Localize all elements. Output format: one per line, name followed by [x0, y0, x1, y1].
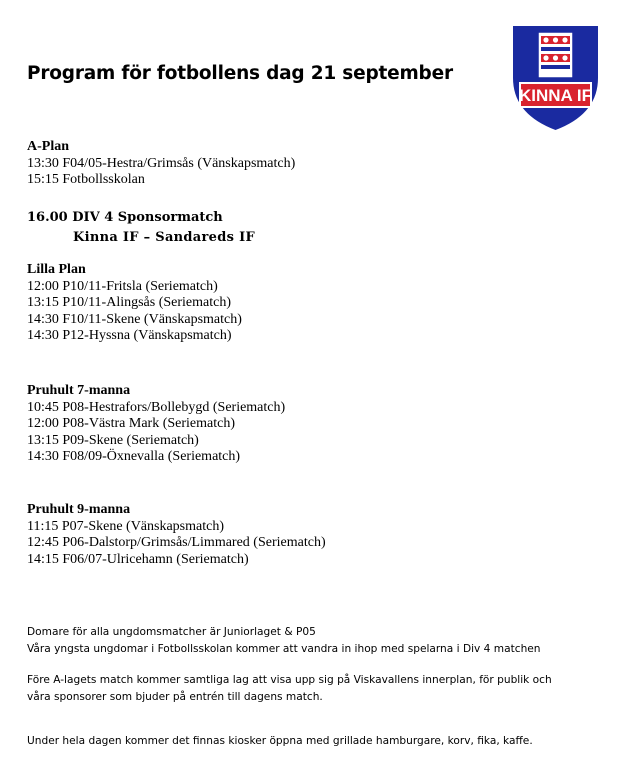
note-line: Domare för alla ungdomsmatcher är Juniorlaget & P05	[27, 626, 316, 638]
section-heading: Lilla Plan	[27, 262, 86, 277]
note-line: våra sponsorer som bjuder på entrén till dagens match.	[27, 690, 323, 703]
schedule-item: 13:15 P09-Skene (Seriematch)	[27, 432, 199, 448]
club-logo	[508, 22, 603, 132]
section-a-plan	[27, 139, 295, 189]
section-heading: A-Plan	[27, 139, 69, 154]
page-title: Program för fotbollens dag 21 september	[27, 63, 453, 84]
schedule-item: 13:30 F04/05-Hestra/Grimsås (Vänskapsmatch)	[27, 155, 296, 171]
schedule-item: 10:45 P08-Hestrafors/Bollebygd (Seriematch)	[27, 399, 286, 415]
schedule-item: 14:15 F06/07-Ulricehamn (Seriematch)	[27, 551, 249, 567]
schedule-item: 11:15 P07-Skene (Vänskapsmatch)	[27, 518, 224, 534]
notes-block-2	[27, 672, 552, 705]
schedule-item: 14:30 P12-Hyssna (Vänskapsmatch)	[27, 328, 232, 343]
main-match-line1: 16.00 DIV 4 Sponsormatch	[27, 210, 223, 225]
schedule-item: 12:00 P10/11-Fritsla (Seriematch)	[27, 278, 218, 294]
schedule-item: 13:15 P10/11-Alingsås (Seriematch)	[27, 295, 232, 310]
main-match	[27, 208, 255, 248]
notes-block-3	[27, 733, 533, 750]
main-match-teams: Kinna IF – Sandareds IF	[73, 230, 255, 245]
logo-text: KINNA IF	[518, 86, 593, 105]
notes-block-1	[27, 624, 541, 657]
note-line: Under hela dagen kommer det finnas kiosker öppna med grillade hamburgare, korv, fika, kaffe.	[27, 735, 533, 747]
schedule-item: 15:15 Fotbollsskolan	[27, 172, 145, 187]
section-lilla-plan	[27, 262, 242, 345]
section-heading: Pruhult 9-manna	[27, 502, 131, 517]
section-pruhult-9	[27, 502, 326, 568]
schedule-item: 14:30 F10/11-Skene (Vänskapsmatch)	[27, 311, 242, 327]
schedule-item: 12:45 P06-Dalstorp/Grimsås/Limmared (Seriematch)	[27, 535, 326, 550]
schedule-item: 14:30 F08/09-Öxnevalla (Seriematch)	[27, 449, 241, 464]
section-heading: Pruhult 7-manna	[27, 383, 131, 398]
section-pruhult-7	[27, 383, 285, 466]
note-line: Våra yngsta ungdomar i Fotbollsskolan kommer att vandra in ihop med spelarna i Div 4 matchen	[27, 642, 541, 655]
note-line: Före A-lagets match kommer samtliga lag att visa upp sig på Viskavallens innerplan, för publik och	[27, 674, 552, 686]
schedule-item: 12:00 P08-Västra Mark (Seriematch)	[27, 416, 235, 431]
